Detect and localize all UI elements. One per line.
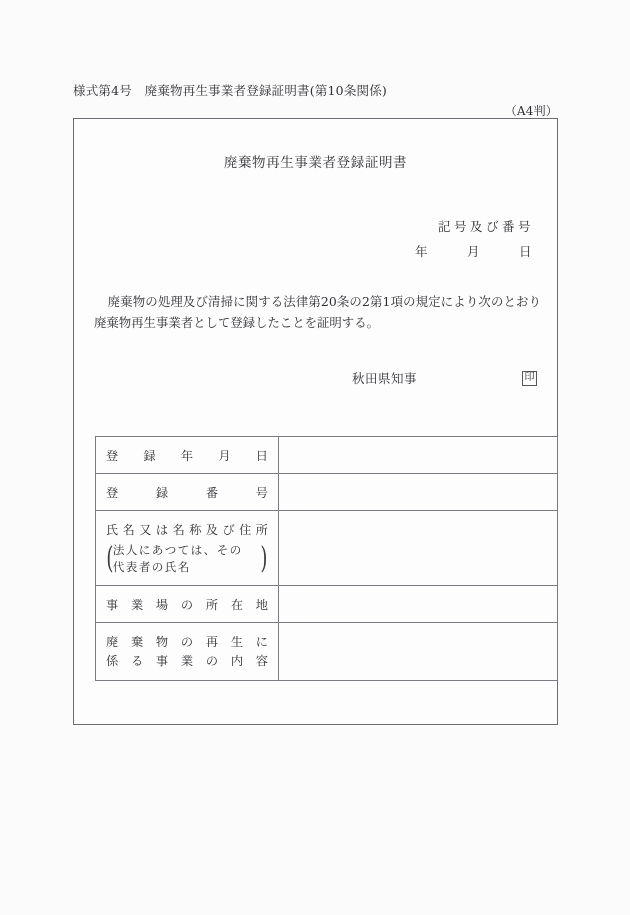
row-label-business-location: 事業場の所在地 [96, 586, 279, 623]
label-line-1: 廃棄物の再生に [106, 634, 268, 649]
table-row [96, 623, 558, 681]
row-value-name-and-address[interactable] [279, 511, 558, 586]
row-label-recycling-business-content [96, 623, 279, 681]
certificate-page-frame [73, 118, 558, 725]
row-value-business-location[interactable] [279, 586, 558, 623]
row-value-registration-number[interactable] [279, 474, 558, 511]
signatory-name: 秋田県知事 [351, 371, 417, 386]
table-row [96, 511, 558, 586]
table-row [96, 474, 558, 511]
certificate-body-text: 廃棄物の処理及び清掃に関する法律第20条の2第1項の規定により次のとおり廃棄物再生事業者として登録したことを証明する。 [94, 294, 541, 330]
certificate-title: 廃棄物再生事業者登録証明書 [223, 155, 408, 171]
row-label-name-and-address: 氏名又は名称及び住所 ( 法人にあつては、その 代表者の氏名 ) [96, 511, 279, 586]
row-value-registration-date[interactable] [279, 437, 558, 474]
document-meta-block [415, 214, 537, 264]
document-number-label: 記号及び番号 [437, 219, 534, 234]
paper-size-label: （A4判） [504, 104, 558, 118]
registration-details-table [95, 436, 558, 681]
row-label-registration-number: 登録番号 [96, 474, 279, 511]
table-row [96, 586, 558, 623]
row-value-recycling-business-content[interactable] [279, 623, 558, 681]
note-line-2: 代表者の氏名 [112, 560, 191, 574]
label-line-2: 係る事業の内容 [106, 653, 268, 668]
left-paren-icon: ( [106, 541, 114, 576]
document-date-label: 年 月 日 [414, 244, 532, 259]
row-label-registration-date: 登録年月日 [96, 437, 279, 474]
corporate-representative-note [104, 542, 270, 576]
seal-stamp-icon: 印 [522, 371, 537, 386]
form-number-header: 様式第4号 廃棄物再生事業者登録証明書(第10条関係) [73, 83, 388, 98]
note-line-1: 法人にあつては、その [112, 543, 243, 557]
right-paren-icon: ) [260, 541, 268, 576]
signature-row [74, 369, 537, 387]
table-row [96, 437, 558, 474]
